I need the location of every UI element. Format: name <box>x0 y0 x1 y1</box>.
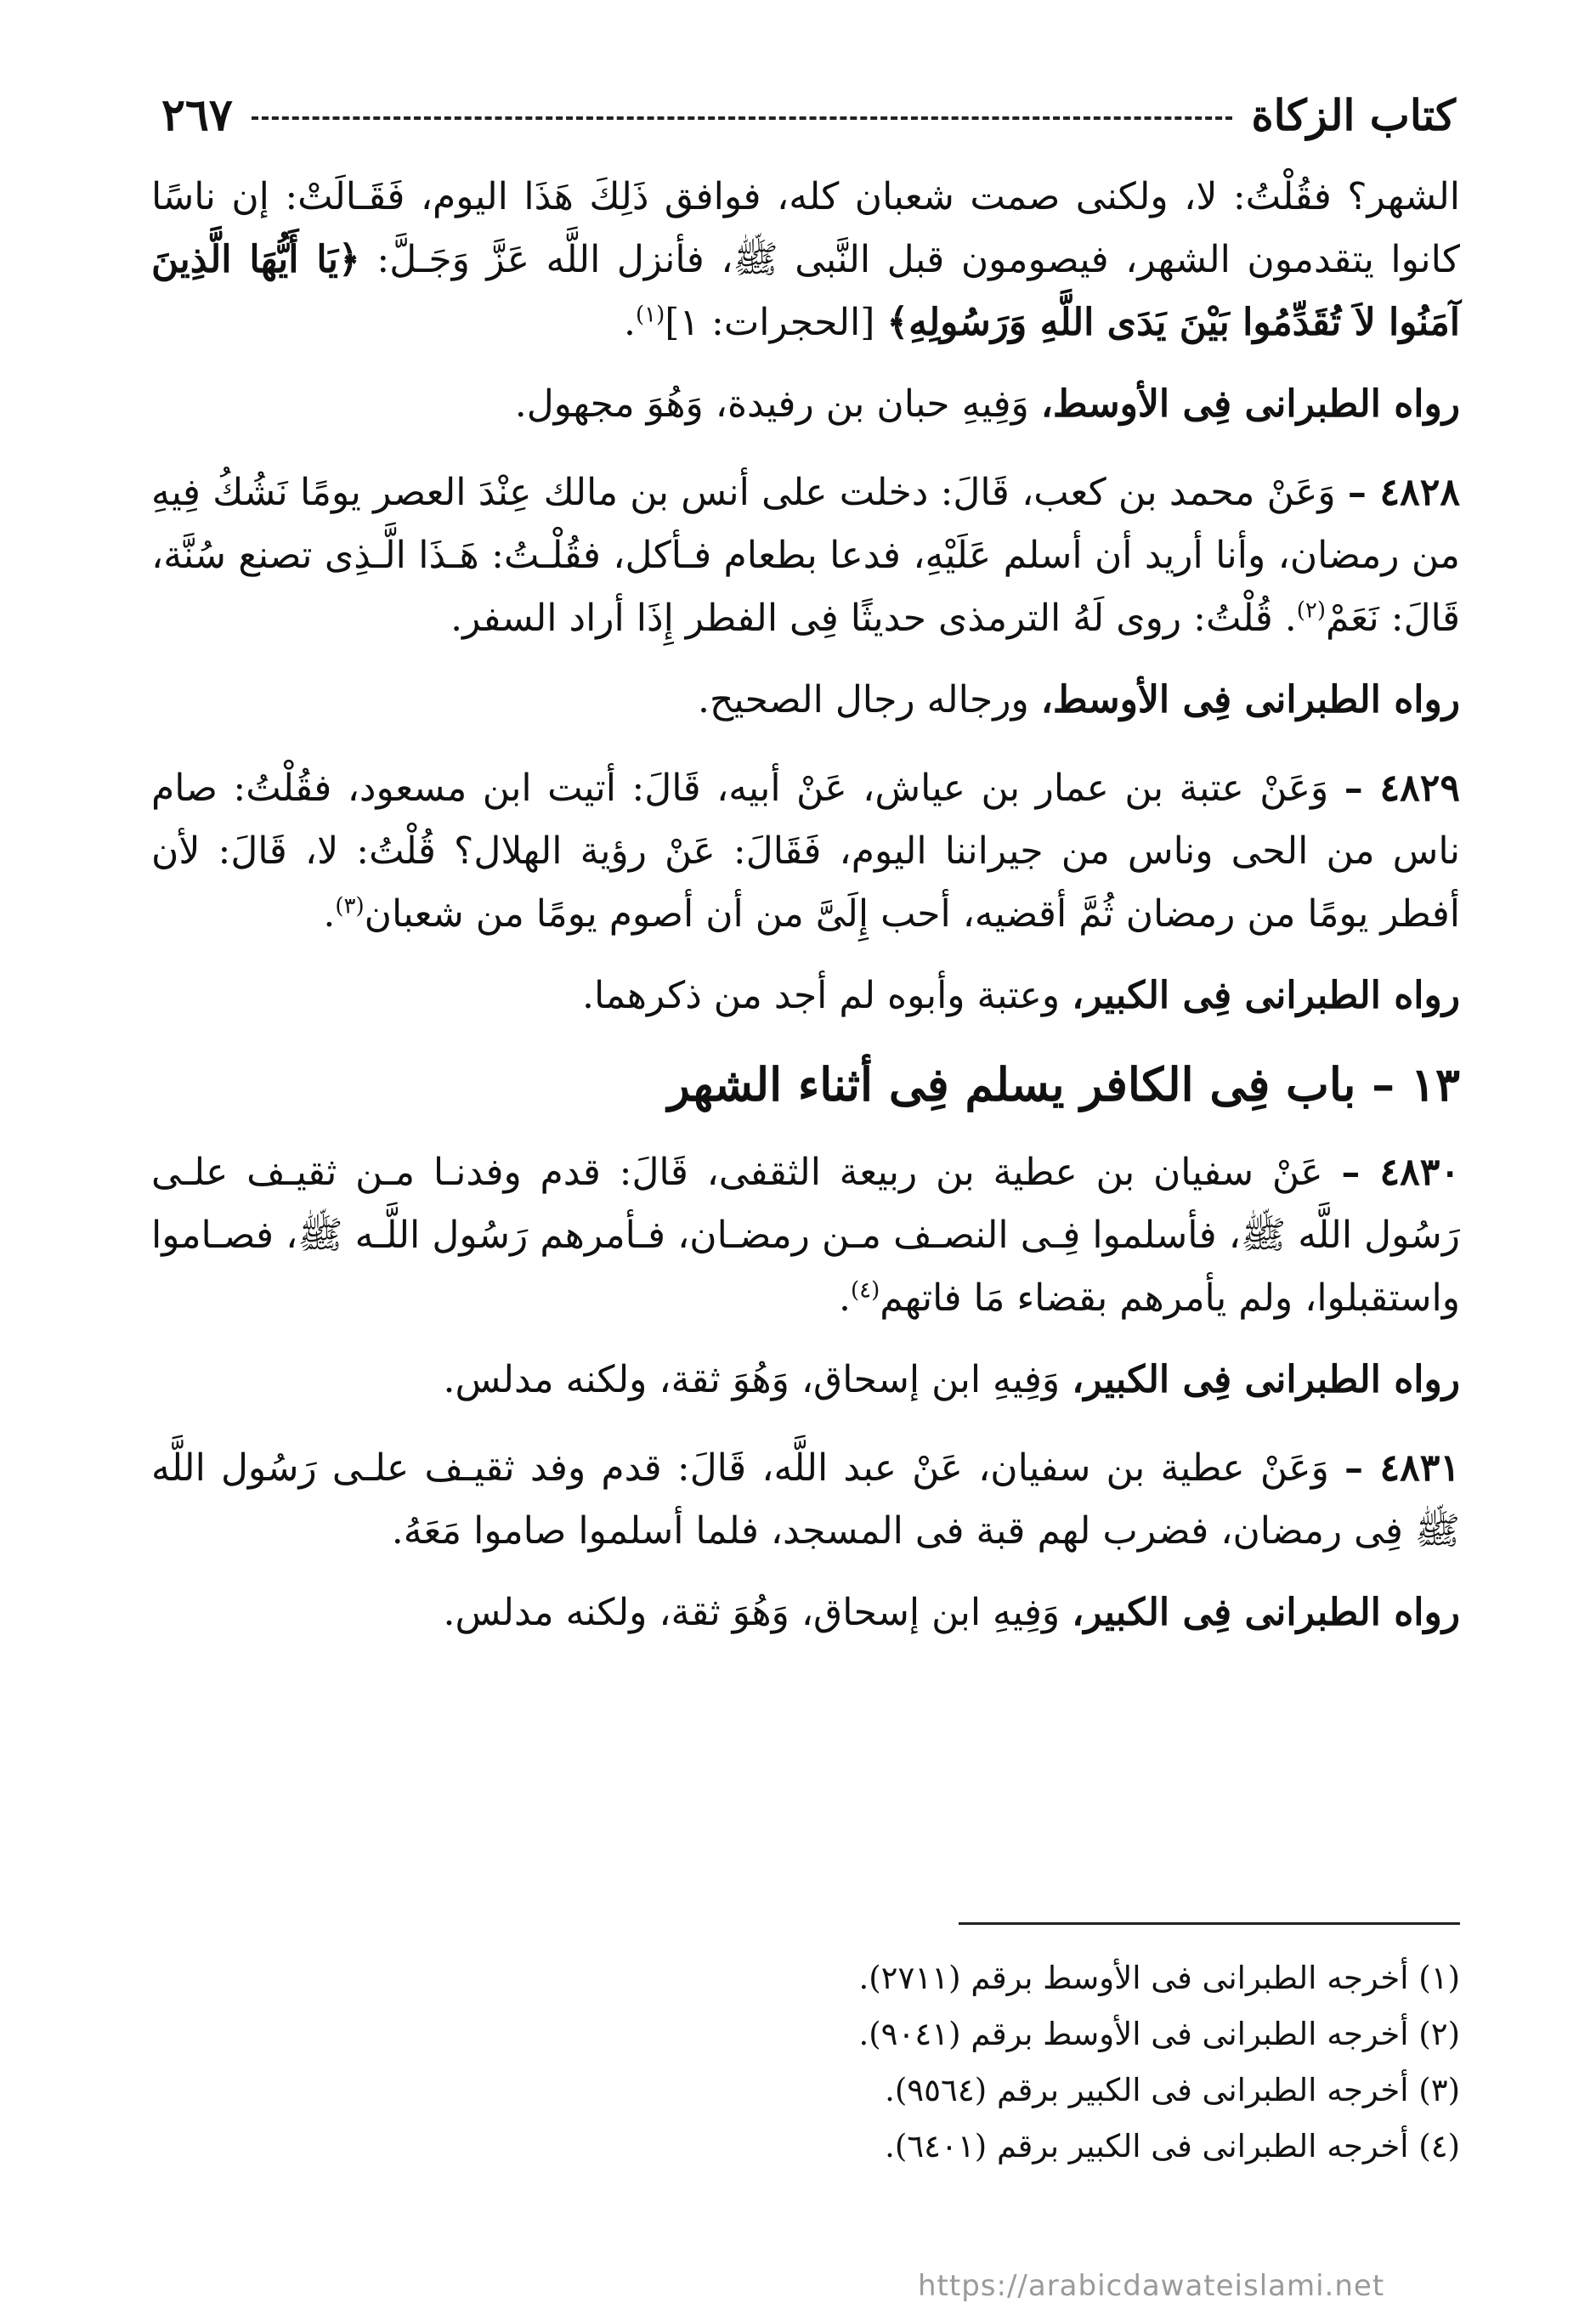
footnote-rule <box>959 1922 1460 1925</box>
punctuation: . <box>839 1276 851 1320</box>
footnotes <box>381 1922 1460 2175</box>
header-dashed-rule <box>252 116 1233 120</box>
punctuation: . <box>323 892 336 936</box>
hadith-text: عَنْ سفيان بن عطية بن ربيعة الثقفى، قَالَ: قدم وفدنـا مـن ثقيـف علـى رَسُول اللَّه ﷺ، فأسلموا فِـى النصـف مـن رمضـان، فـأمرهم رَسُول اللَّـه ﷺ، فصـاموا واستقبلوا، ولم يأمرهم بقضاء مَا فاتهم <box>151 1151 1460 1320</box>
hadith-number: ٤٨٢٩ – <box>1344 767 1460 810</box>
narration-note <box>151 965 1460 1027</box>
source-label: رواه الطبرانى فِى الكبير، <box>1072 1591 1460 1634</box>
footnote-marker: (٣) <box>335 893 365 920</box>
hadith-text: وَعَنْ محمد بن كعب، قَالَ: دخلت على أنس بن مالك عِنْدَ العصر يومًا نَشُكُ فِيهِ من رمضان، وأنا أريد أن أسلم عَلَيْهِ، فدعا بطعام فـأكل، فقُلْـتُ: هَـذَا الَّـذِى تصنع سُنَّة، قَالَ: نَعَمْ <box>151 471 1460 640</box>
chapter-title: ١٣ – باب فِى الكافر يسلم فِى أثناء الشهر <box>667 1057 1460 1112</box>
quran-verse: ﴿يَا أَيُّهَا الَّذِينَ آمَنُوا لاَ تُقَدِّمُوا بَيْنَ يَدَى اللَّهِ وَرَسُولِهِ﴾ <box>151 238 1460 344</box>
footnote-4: (٤) أخرجه الطبرانى فى الكبير برقم (٦٤٠١). <box>885 2128 1460 2164</box>
source-label: رواه الطبرانى فِى الكبير، <box>1072 1358 1460 1401</box>
narration-text: ورجاله رجال الصحيح. <box>698 678 1041 721</box>
hadith-number: ٤٨٣٠ – <box>1341 1151 1460 1194</box>
hadith-4830 <box>151 1141 1460 1330</box>
hadith-number: ٤٨٢٨ – <box>1347 471 1460 514</box>
hadith-4829 <box>151 757 1460 946</box>
page-header <box>161 81 1456 149</box>
narration-text: وَفِيهِ ابن إسحاق، وَهُوَ ثقة، ولكنه مدلس. <box>443 1591 1072 1634</box>
footnote-2: (٢) أخرجه الطبرانى فى الأوسط برقم (٩٠٤١). <box>858 2016 1460 2052</box>
hadith-number: ٤٨٣١ – <box>1344 1446 1460 1490</box>
source-label: رواه الطبرانى فِى الأوسط، <box>1040 678 1460 721</box>
narration-text: وَفِيهِ حبان بن رفيدة، وَهُوَ مجهول. <box>514 382 1041 426</box>
footnote-marker: (٤) <box>851 1277 880 1304</box>
punctuation: . <box>623 301 636 344</box>
hadith-4831 <box>151 1437 1460 1563</box>
narration-note <box>151 1349 1460 1412</box>
footnote-marker: (١) <box>635 302 665 328</box>
narration-text: وعتبة وأبوه لم أجد من ذكرهما. <box>581 974 1072 1017</box>
narration-text: وَفِيهِ ابن إسحاق، وَهُوَ ثقة، ولكنه مدلس. <box>443 1358 1072 1401</box>
watermark-url: https://arabicdawateislami.net <box>918 2269 1385 2303</box>
book-title: كتاب الزكاة <box>1251 89 1456 140</box>
narration-note <box>151 669 1460 732</box>
verse-reference: [الحجرات: ١] <box>665 301 887 344</box>
main-text <box>151 166 1460 1670</box>
footnote-3: (٣) أخرجه الطبرانى فى الكبير برقم (٩٥٦٤). <box>885 2072 1460 2108</box>
page-number: ٢٦٧ <box>161 88 233 141</box>
narration-note <box>151 1582 1460 1644</box>
footnote-marker: (٢) <box>1296 597 1327 624</box>
hadith-text: الشهر؟ فقُلْتُ: لا، ولكنى صمت شعبان كله، فوافق ذَلِكَ هَذَا اليوم، فَقَـالَتْ: إن ناسًا كانوا يتقدمون الشهر، فيصومون قبل النَّبى ﷺ، فأنزل اللَّه عَزَّ وَجَـلَّ: <box>151 175 1460 281</box>
hadith-text: . قُلْتُ: روى لَهُ الترمذى حديثًا فِى الفطر إِذَا أراد السفر. <box>450 597 1297 640</box>
hadith-4828 <box>151 461 1460 650</box>
hadith-text: وَعَنْ عطية بن سفيان، عَنْ عبد اللَّه، قَالَ: قدم وفد ثقيـف علـى رَسُول اللَّه ﷺ فِى رمضان، فضرب لهم قبة فى المسجد، فلما أسلموا صاموا مَعَهُ. <box>151 1446 1460 1553</box>
source-label: رواه الطبرانى فِى الأوسط، <box>1040 382 1460 426</box>
footnote-1: (١) أخرجه الطبرانى فى الأوسط برقم (٢٧١١). <box>858 1960 1460 1996</box>
hadith-text: وَعَنْ عتبة بن عمار بن عياش، عَنْ أبيه، قَالَ: أتيت ابن مسعود، فقُلْتُ: صام ناس من الحى وناس من جيراننا اليوم، فَقَالَ: عَنْ رؤية الهلال؟ قُلْتُ: لا، قَالَ: لأن أفطر يومًا من رمضان ثُمَّ أقضيه، أحب إِلَىَّ من أن أصوم يومًا من شعبان <box>151 767 1460 936</box>
source-label: رواه الطبرانى فِى الكبير، <box>1072 974 1460 1017</box>
narration-note <box>151 373 1460 436</box>
hadith-continuation <box>151 166 1460 354</box>
